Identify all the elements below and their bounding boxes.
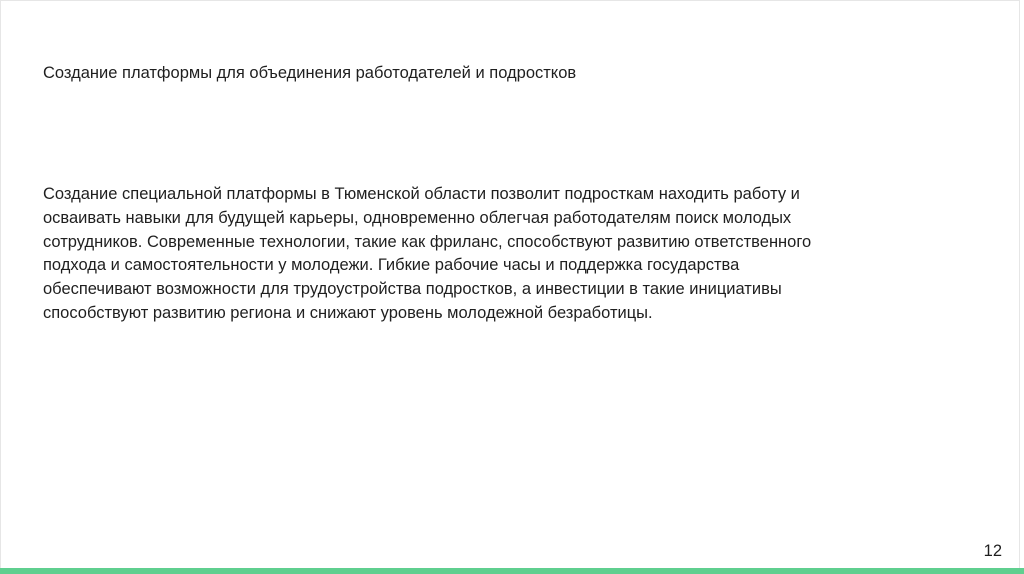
slide-title: Создание платформы для объединения работодателей и подростков (43, 64, 577, 82)
body-line: подхода и самостоятельности у молодежи. Гибкие рабочие часы и поддержка государства (43, 256, 740, 275)
body-line: осваивать навыки для будущей карьеры, одновременно облегчая работодателям поиск молодых (43, 208, 792, 227)
slide-body-text (43, 183, 988, 326)
body-line: способствуют развитию региона и снижают уровень молодежной безработицы. (43, 303, 653, 322)
accent-bar (0, 568, 1024, 574)
body-line: Создание специальной платформы в Тюменской области позволит подросткам находить работу и (43, 185, 800, 203)
body-line: обеспечивают возможности для трудоустройства подростков, а инвестиции в такие инициативы (43, 280, 782, 299)
body-line: сотрудников. Современные технологии, такие как фриланс, способствуют развитию ответственного (43, 232, 812, 251)
page-number: 12 (983, 542, 1002, 560)
